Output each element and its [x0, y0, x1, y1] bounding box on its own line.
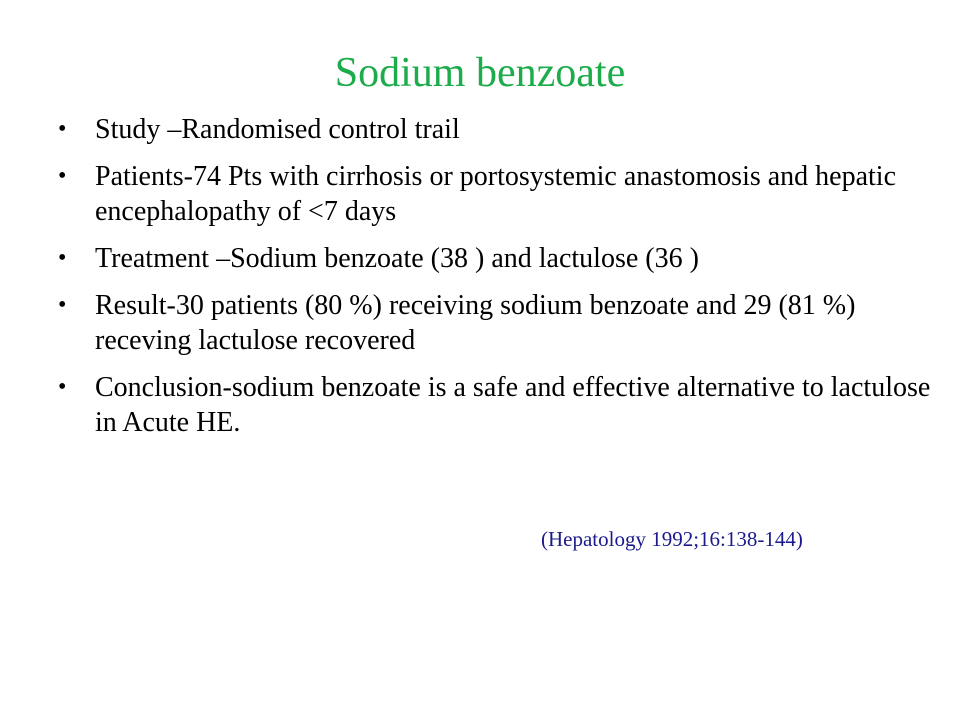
- bullet-dot-icon: •: [58, 245, 67, 271]
- bullet-item-treatment: [58, 241, 938, 276]
- bullet-text: Treatment –Sodium benzoate (38 ) and lactulose (36 ): [95, 243, 699, 274]
- bullet-item-study: [58, 112, 938, 147]
- bullet-dot-icon: •: [58, 116, 67, 142]
- bullet-dot-icon: •: [58, 374, 67, 400]
- bullet-item-result: [58, 288, 938, 358]
- bullet-list: [58, 112, 938, 452]
- bullet-dot-icon: •: [58, 292, 67, 318]
- bullet-text: Conclusion-sodium benzoate is a safe and effective alternative to lactulose in Acute HE.: [95, 372, 931, 438]
- bullet-text: Result-30 patients (80 %) receiving sodium benzoate and 29 (81 %) receving lactulose recovered: [95, 290, 856, 356]
- bullet-text: Study –Randomised control trail: [95, 114, 460, 145]
- bullet-item-patients: [58, 159, 938, 229]
- slide-title: Sodium benzoate: [334, 50, 626, 96]
- citation: (Hepatology 1992;16:138-144): [541, 527, 803, 551]
- bullet-item-conclusion: [58, 370, 938, 440]
- bullet-text: Patients-74 Pts with cirrhosis or portosystemic anastomosis and hepatic encephalopathy of <7 days: [95, 161, 897, 227]
- bullet-dot-icon: •: [58, 163, 67, 189]
